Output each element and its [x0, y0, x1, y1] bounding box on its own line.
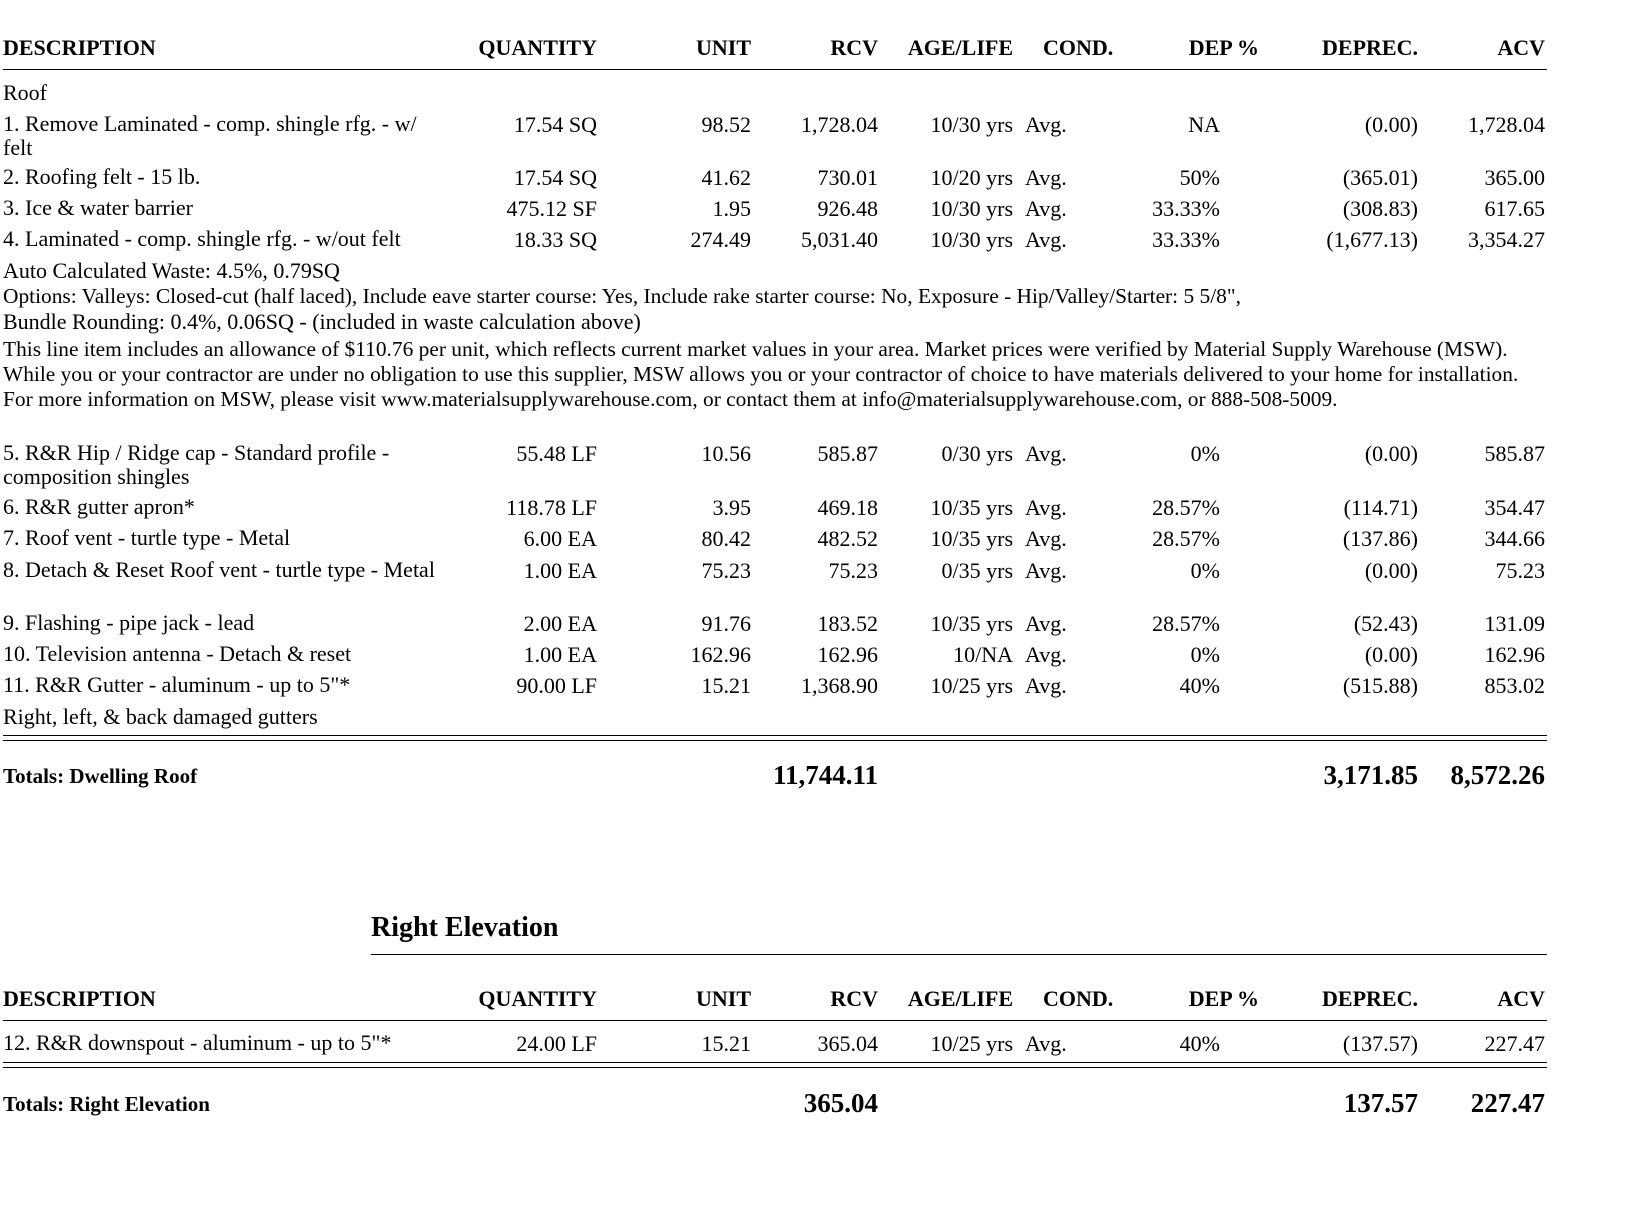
line-item-description: 8. Detach & Reset Roof vent - turtle type - Metal: [3, 557, 435, 582]
header-age-life: AGE/LIFE: [907, 35, 1013, 60]
table-row: [3, 642, 1547, 668]
line-item-quantity: 24.00 LF: [516, 1031, 597, 1056]
totals-deprec: 3,171.85: [1323, 760, 1418, 790]
line-item-condition: Avg.: [1025, 227, 1067, 252]
table-header: [3, 986, 1547, 1012]
line-item-dep-pct: 40%: [1179, 673, 1220, 698]
line-item-unit-price: 98.52: [701, 112, 751, 137]
line-item-age-life: 10/35 yrs: [930, 611, 1013, 636]
line-item-dep-pct: 0%: [1190, 642, 1220, 667]
line-item-unit-price: 10.56: [701, 441, 751, 466]
header-rcv: RCV: [830, 35, 878, 60]
line-item-rcv: 1,728.04: [801, 112, 878, 137]
line-item-deprec: (308.83): [1342, 196, 1418, 221]
line-item-unit-price: 41.62: [701, 165, 751, 190]
line-item-acv: 354.47: [1484, 495, 1545, 520]
line-item-quantity: 6.00 EA: [523, 526, 597, 551]
line-item-unit-price: 15.21: [701, 673, 751, 698]
line-item-dep-pct: 0%: [1190, 558, 1220, 583]
header-rule: [3, 1020, 1547, 1021]
line-item-dep-pct: 40%: [1179, 1031, 1220, 1056]
line-item-unit-price: 91.76: [701, 611, 751, 636]
table-row: [3, 440, 1547, 489]
line-item-quantity: 18.33 SQ: [513, 227, 597, 252]
line-item-age-life: 0/35 yrs: [941, 558, 1013, 583]
line-item-condition: Avg.: [1025, 165, 1067, 190]
line-item-quantity: 17.54 SQ: [513, 165, 597, 190]
group-label-roof: Roof: [3, 80, 47, 105]
line-item-age-life: 10/35 yrs: [930, 495, 1013, 520]
line-item-quantity: 1.00 EA: [523, 558, 597, 583]
line-item-age-life: 10/30 yrs: [930, 196, 1013, 221]
line-item-rcv: 730.01: [817, 165, 878, 190]
line-item-rcv: 585.87: [817, 441, 878, 466]
line-item-age-life: 10/30 yrs: [930, 112, 1013, 137]
header-acv: ACV: [1497, 986, 1545, 1011]
line-item-deprec: (137.57): [1342, 1031, 1418, 1056]
line-item-age-life: 10/30 yrs: [930, 227, 1013, 252]
line-item-dep-pct: 50%: [1179, 165, 1220, 190]
line-item-description: 9. Flashing - pipe jack - lead: [3, 610, 255, 635]
line-item-description: 2. Roofing felt - 15 lb.: [3, 164, 201, 189]
section-title: Right Elevation: [371, 912, 559, 943]
line-item-dep-pct: 28.57%: [1152, 611, 1220, 636]
note-allowance: This line item includes an allowance of $110.76 per unit, which reflects current market values in your area. Market prices were verified by Material Supply Warehouse (MSW). While you or your contractor are under no obligation to use this supplier, MSW allows you or your contractor of choice to have materials delivered to your home for installation. For more information on MSW, please visit www.materialsupplywarehouse.com, or contact them at info@materialsupplywarehouse.com, or 888-508-5009.: [3, 337, 1519, 411]
line-item-condition: Avg.: [1025, 441, 1067, 466]
totals-right-elevation: [3, 1088, 1547, 1122]
header-unit: UNIT: [695, 986, 751, 1011]
note-bundle: Bundle Rounding: 0.4%, 0.06SQ - (included in waste calculation above): [3, 309, 641, 334]
header-description: DESCRIPTION: [3, 986, 156, 1011]
totals-rule: [3, 735, 1547, 741]
line-item-unit-price: 15.21: [701, 1031, 751, 1056]
line-item-quantity: 90.00 LF: [516, 673, 597, 698]
line-item-unit-price: 80.42: [701, 526, 751, 551]
totals-rcv: 11,744.11: [772, 760, 878, 790]
header-dep-pct: DEP %: [1188, 35, 1259, 60]
table-row: [3, 227, 1547, 253]
line-item-condition: Avg.: [1025, 558, 1067, 583]
line-item-dep-pct: 33.33%: [1152, 196, 1220, 221]
line-item-deprec: (0.00): [1364, 642, 1418, 667]
header-quantity: QUANTITY: [478, 35, 597, 60]
line-item-dep-pct: 28.57%: [1152, 495, 1220, 520]
header-acv: ACV: [1497, 35, 1545, 60]
note-options: Options: Valleys: Closed-cut (half laced), Include eave starter course: Yes, Include rake starter course: No, Exposure - Hip/Valley/Starter: 5 5/8",: [3, 284, 1241, 308]
header-cond: COND.: [1043, 35, 1114, 60]
line-item-rcv: 1,368.90: [801, 673, 878, 698]
line-item-age-life: 10/35 yrs: [930, 526, 1013, 551]
line-item-quantity: 1.00 EA: [523, 642, 597, 667]
line-item-condition: Avg.: [1025, 611, 1067, 636]
line-item-acv: 344.66: [1484, 526, 1545, 551]
line-item-unit-price: 274.49: [690, 227, 751, 252]
table-row: [3, 526, 1547, 552]
note-waste: Auto Calculated Waste: 4.5%, 0.79SQ: [3, 258, 340, 283]
line-item-dep-pct: 0%: [1190, 441, 1220, 466]
line-item-acv: 365.00: [1484, 165, 1545, 190]
line-item-condition: Avg.: [1025, 642, 1067, 667]
totals-label: Totals: Dwelling Roof: [3, 764, 198, 788]
line-item-quantity: 118.78 LF: [506, 495, 597, 520]
line-item-unit-price: 3.95: [712, 495, 751, 520]
header-rule: [3, 69, 1547, 70]
line-item-acv: 3,354.27: [1468, 227, 1545, 252]
table-row: [3, 495, 1547, 521]
line-item-acv: 227.47: [1484, 1031, 1545, 1056]
header-deprec: DEPREC.: [1322, 986, 1418, 1011]
line-item-deprec: (365.01): [1342, 165, 1418, 190]
line-item-acv: 853.02: [1484, 673, 1545, 698]
line-item-rcv: 162.96: [817, 642, 878, 667]
line-item-deprec: (1,677.13): [1326, 227, 1418, 252]
line-item-description: 12. R&R downspout - aluminum - up to 5"*: [3, 1030, 392, 1055]
section-title-rule: [371, 954, 1547, 955]
line-item-dep-pct: NA: [1188, 112, 1220, 137]
line-item-deprec: (114.71): [1343, 495, 1418, 520]
line-item-condition: Avg.: [1025, 112, 1067, 137]
totals-acv: 8,572.26: [1450, 760, 1545, 790]
line-item-description: 5. R&R Hip / Ridge cap - Standard profile - composition shingles: [3, 440, 390, 489]
line-item-deprec: (0.00): [1364, 441, 1418, 466]
line-item-condition: Avg.: [1025, 495, 1067, 520]
line-item-rcv: 926.48: [817, 196, 878, 221]
header-rcv: RCV: [830, 986, 878, 1011]
line-item-description: 4. Laminated - comp. shingle rfg. - w/out felt: [3, 226, 401, 251]
header-quantity: QUANTITY: [478, 986, 597, 1011]
line-item-age-life: 10/25 yrs: [930, 1031, 1013, 1056]
line-item-condition: Avg.: [1025, 526, 1067, 551]
line-item-age-life: 0/30 yrs: [941, 441, 1013, 466]
line-item-quantity: 17.54 SQ: [513, 112, 597, 137]
line-item-acv: 162.96: [1484, 642, 1545, 667]
line-item-description: 6. R&R gutter apron*: [3, 494, 195, 519]
line-item-deprec: (137.86): [1342, 526, 1418, 551]
table-row: [3, 165, 1547, 191]
line-item-deprec: (0.00): [1364, 112, 1418, 137]
line-item-unit-price: 75.23: [701, 558, 751, 583]
line-item-deprec: (0.00): [1364, 558, 1418, 583]
line-item-description: 7. Roof vent - turtle type - Metal: [3, 525, 291, 550]
totals-acv: 227.47: [1470, 1088, 1545, 1118]
line-item-quantity: 2.00 EA: [523, 611, 597, 636]
line-item-rcv: 183.52: [817, 611, 878, 636]
line-item-condition: Avg.: [1025, 673, 1067, 698]
line-item-condition: Avg.: [1025, 1031, 1067, 1056]
line-item-age-life: 10/20 yrs: [930, 165, 1013, 190]
line-item-description: 11. R&R Gutter - aluminum - up to 5"*: [3, 672, 351, 697]
line-item-dep-pct: 33.33%: [1152, 227, 1220, 252]
line-item-quantity: 55.48 LF: [516, 441, 597, 466]
table-row: [3, 673, 1547, 699]
table-row: [3, 196, 1547, 222]
line-item-dep-pct: 28.57%: [1152, 526, 1220, 551]
line-item-age-life: 10/25 yrs: [930, 673, 1013, 698]
line-item-acv: 1,728.04: [1468, 112, 1545, 137]
table-row: [3, 558, 1547, 584]
header-cond: COND.: [1043, 986, 1114, 1011]
line-item-unit-price: 1.95: [712, 196, 751, 221]
line-item-rcv: 75.23: [828, 558, 878, 583]
line-item-rcv: 365.04: [817, 1031, 878, 1056]
totals-label: Totals: Right Elevation: [3, 1092, 210, 1116]
line-item-description: 3. Ice & water barrier: [3, 195, 193, 220]
line-item-description: 1. Remove Laminated - comp. shingle rfg. - w/ felt: [3, 111, 417, 160]
table-row: [3, 611, 1547, 637]
totals-rcv: 365.04: [803, 1088, 878, 1118]
line-item-age-life: 10/NA: [953, 642, 1013, 667]
line-item-acv: 75.23: [1495, 558, 1545, 583]
header-description: DESCRIPTION: [3, 35, 156, 60]
line-item-description: 10. Television antenna - Detach & reset: [3, 641, 352, 666]
totals-rule: [3, 1062, 1547, 1068]
table-row: [3, 1031, 1547, 1057]
header-unit: UNIT: [695, 35, 751, 60]
header-deprec: DEPREC.: [1322, 35, 1418, 60]
line-item-rcv: 469.18: [817, 495, 878, 520]
line-item-acv: 617.65: [1484, 196, 1545, 221]
line-item-acv: 585.87: [1484, 441, 1545, 466]
table-row: [3, 111, 1547, 160]
line-item-unit-price: 162.96: [690, 642, 751, 667]
line-item-quantity: 475.12 SF: [506, 196, 597, 221]
totals-deprec: 137.57: [1343, 1088, 1418, 1118]
header-age-life: AGE/LIFE: [907, 986, 1013, 1011]
note-gutters: Right, left, & back damaged gutters: [3, 704, 318, 729]
line-item-rcv: 482.52: [817, 526, 878, 551]
line-item-deprec: (52.43): [1353, 611, 1418, 636]
table-header: [3, 35, 1547, 61]
line-item-acv: 131.09: [1484, 611, 1545, 636]
header-dep-pct: DEP %: [1188, 986, 1259, 1011]
line-item-deprec: (515.88): [1342, 673, 1418, 698]
totals-dwelling-roof: [3, 760, 1547, 794]
line-item-rcv: 5,031.40: [801, 227, 878, 252]
line-item-condition: Avg.: [1025, 196, 1067, 221]
